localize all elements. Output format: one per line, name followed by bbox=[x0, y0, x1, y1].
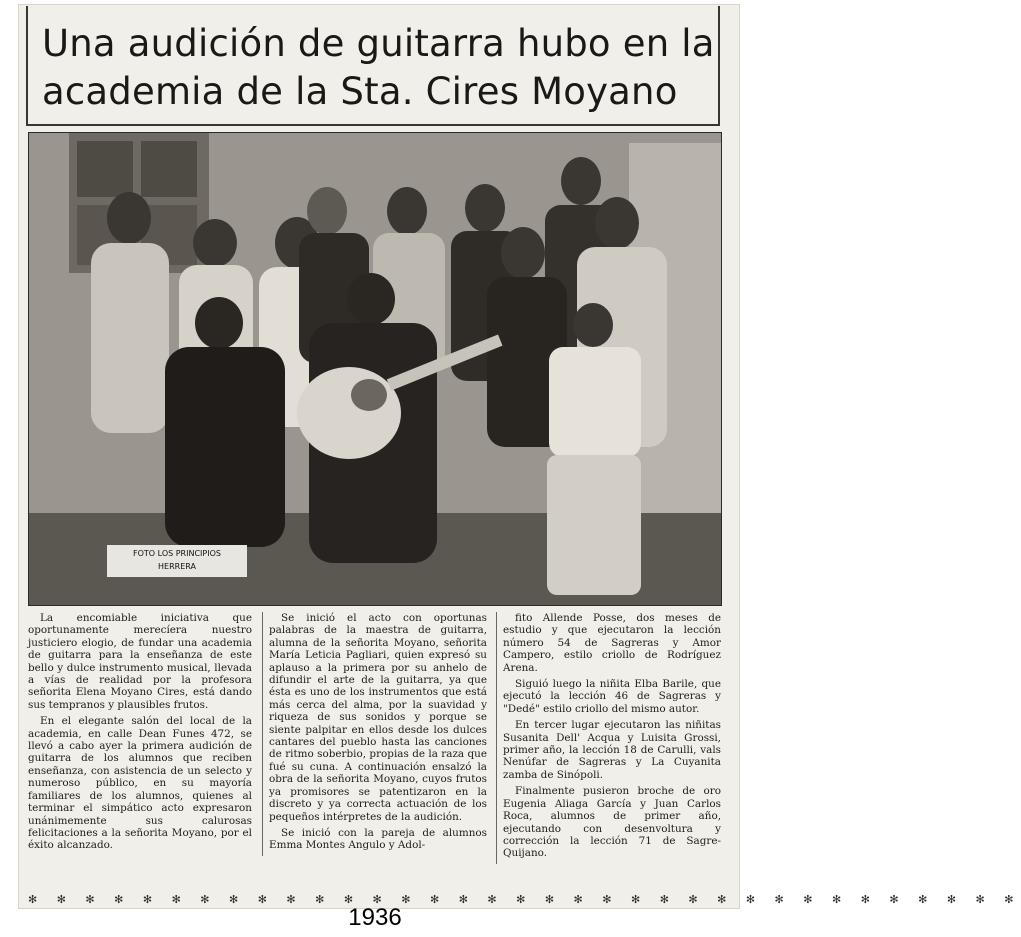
year-label: 1936 bbox=[348, 904, 402, 931]
photo-scene-illustration bbox=[29, 133, 721, 605]
paragraph: fito Allende Posse, dos meses de estudio y que ejecutaron la lección número 54 de Sagreras y Amor Campero, estilo criollo de Rodríguez Arena. bbox=[503, 612, 721, 674]
paragraph: La encomiable iniciativa que oportunamente merecíera nuestro justiciero elogio, de fundar una academia de guitarra para la enseñanza de este bello y dulce instrumento musical, llevada a vías de realidad por la profesora señorita Elena Moyano Cires, está dando sus tempranos y plausibles frutos. bbox=[28, 612, 252, 711]
paragraph: En tercer lugar ejecutaron las niñitas Susanita Dell' Acqua y Luisita Grossi, primer año, la lección 18 de Carulli, vals Nenúfar de Sagreras y La Cuyanita zamba de Sinópoli. bbox=[503, 719, 721, 781]
article-column-3 bbox=[496, 612, 721, 864]
photo-credit-line-2: HERRERA bbox=[158, 562, 196, 571]
ornament-divider: ✻ ✻ ✻ ✻ ✻ ✻ ✻ ✻ ✻ ✻ ✻ ✻ ✻ ✻ ✻ ✻ ✻ ✻ ✻ ✻ ✻ ✻ ✻ ✻ ✻ ✻ ✻ ✻ ✻ ✻ ✻ ✻ ✻ ✻ ✻ bbox=[28, 893, 1021, 906]
article-body bbox=[28, 612, 722, 888]
headline-line-1: Una audición de guitarra hubo en la bbox=[42, 22, 715, 65]
photo-credit-line-1: FOTO LOS PRINCIPIOS bbox=[133, 549, 221, 558]
paragraph: Siguió luego la niñita Elba Barile, que ejecutó la lección 46 de Sagreras y "Dedé" estilo criollo del mismo autor. bbox=[503, 678, 721, 715]
photo-credit bbox=[107, 545, 247, 577]
headline-box bbox=[26, 6, 720, 126]
article-column-2 bbox=[262, 612, 487, 856]
article-column-1 bbox=[28, 612, 252, 856]
group-photograph bbox=[28, 132, 722, 606]
headline-line-2: academia de la Sta. Cires Moyano bbox=[42, 70, 678, 113]
paragraph: Finalmente pusieron broche de oro Eugenia Aliaga García y Juan Carlos Roca, alumnos de primer año, ejecutando con desenvoltura y corrección la lección 71 de Sagre-Quijano. bbox=[503, 785, 721, 860]
paragraph: Se inició el acto con oportunas palabras de la maestra de guitarra, alumna de la señorita Moyano, señorita María Leticia Pagliari, quien expresó su aplauso a la primera por su anhelo de difundir el arte de la guitarra, ya que ésta es uno de los instrumentos que está más cerca del alma, por la suavidad y riqueza de sus sonidos y porque se siente palpitar en ellos desde los dulces cantares del pueblo hasta las canciones de ritmo soberbio, propias de la raza que fué su cuna. A continuación ensalzó la obra de la señorita Moyano, cuyos frutos ya promisores se patentizaron en la discreto y ya correcta actuación de los pequeños intérpretes de la audición. bbox=[269, 612, 487, 823]
paragraph: En el elegante salón del local de la academia, en calle Dean Funes 472, se llevó a cabo ayer la primera audición de guitarra de los alumnos que reciben enseñanza, con asistencia de un selecto y numeroso público, en su mayoría familiares de los alumnos, quienes al terminar el simpático acto expresaron unánimemente sus calurosas felicitaciones a la señorita Moyano, por el éxito alcanzado. bbox=[28, 715, 252, 852]
paragraph: Se inició con la pareja de alumnos Emma Montes Angulo y Adol- bbox=[269, 826, 487, 852]
